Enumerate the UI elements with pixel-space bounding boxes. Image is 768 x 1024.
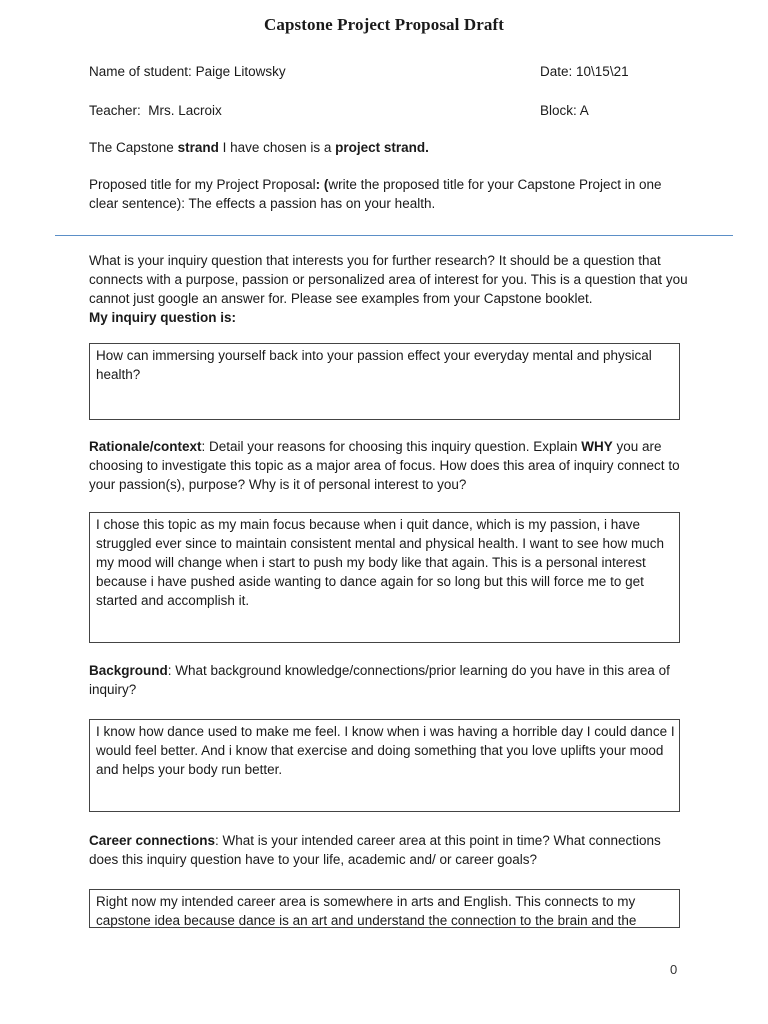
inquiry-answer-box: How can immersing yourself back into your passion effect your everyday mental and physical health?: [89, 343, 680, 420]
strand-word: strand: [177, 140, 219, 155]
background-paragraph: [89, 661, 689, 699]
proposed-title-paragraph: [89, 175, 689, 213]
date-value: 10\15\21: [576, 64, 629, 79]
student-label: Name of student:: [89, 64, 196, 79]
inquiry-label-text: My inquiry question is:: [89, 310, 237, 325]
career-prompt: : What is your intended career area at this point in time? What connections does this inquiry question have to your life, academic and/ or career goals?: [89, 833, 661, 867]
strand-text-mid: I have chosen is a: [218, 140, 336, 155]
background-label: Background: [89, 663, 168, 678]
document-title: Capstone Project Proposal Draft: [264, 15, 504, 34]
block-value: A: [579, 103, 589, 118]
proposed-title-bold: : (: [315, 177, 329, 192]
inquiry-prompt: What is your inquiry question that interests you for further research? It should be a question that connects with a purpose, passion or personalized area of interest for you. This is a question that you cannot just google an answer for. Please see examples from your Capstone booklet.: [89, 253, 688, 306]
teacher-line: [89, 101, 222, 120]
strand-line: [89, 138, 429, 157]
date-line: [540, 62, 629, 81]
career-label: Career connections: [89, 833, 216, 848]
rationale-label: Rationale/context: [89, 439, 202, 454]
rationale-prompt-b: you are choosing to investigate this topic as a major area of focus. How does this area of inquiry connect to your passion(s), purpose? Why is it of personal interest to you?: [89, 439, 680, 492]
rationale-answer-box: I chose this topic as my main focus because when i quit dance, which is my passion, i have struggled ever since to maintain consistent mental and physical health. I want to see how much my mood will change when i start to push my body like that again. This is a personal interest because i have pushed aside wanting to dance again for so long but this will force me to get started and accomplish it.: [89, 512, 680, 643]
block-label: Block:: [540, 103, 580, 118]
rationale-prompt-a: : Detail your reasons for choosing this inquiry question. Explain: [201, 439, 582, 454]
career-answer-box: Right now my intended career area is somewhere in arts and English. This connects to my capstone idea because dance is an art and understand the connection to the brain and the: [89, 889, 680, 928]
section-divider: [55, 235, 733, 236]
date-label: Date:: [540, 64, 577, 79]
page-number: 0: [670, 962, 678, 977]
strand-choice: project strand.: [335, 140, 429, 155]
inquiry-label: [89, 308, 236, 327]
proposed-title-pre: Proposed title for my Project Proposal: [89, 177, 316, 192]
background-answer-box: I know how dance used to make me feel. I know when i was having a horrible day I could dance I would feel better. And i know that exercise and doing something that you love uplifts your mood and helps your body run better.: [89, 719, 680, 812]
teacher-label: Teacher:: [89, 103, 149, 118]
student-name-line: [89, 62, 286, 81]
rationale-paragraph: [89, 437, 689, 494]
teacher-name: Mrs. Lacroix: [148, 103, 222, 118]
strand-text-pre: The Capstone: [89, 140, 178, 155]
student-name: Paige Litowsky: [195, 64, 286, 79]
career-paragraph: [89, 831, 689, 869]
background-prompt: : What background knowledge/connections/prior learning do you have in this area of inquiry?: [89, 663, 670, 697]
rationale-why: WHY: [581, 439, 613, 454]
block-line: [540, 101, 589, 120]
proposed-title-post: write the proposed title for your Capstone Project in one clear sentence): The effects a passion has on your health.: [89, 177, 662, 211]
